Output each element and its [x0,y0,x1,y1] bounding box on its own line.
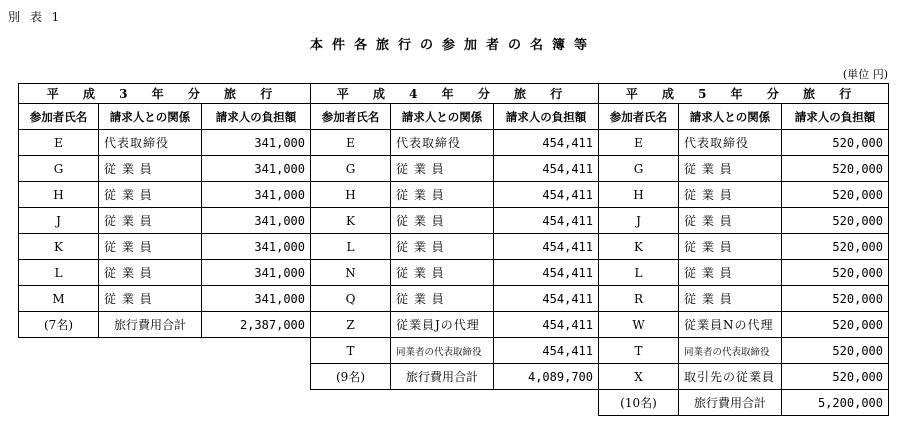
relation: 同業者の代表取締役 [679,338,782,364]
participant-name: K [19,234,99,260]
relation: 従 業 員 [391,260,494,286]
table-row [311,182,599,208]
table-row [19,130,311,156]
relation: 従業員Jの代理 [391,312,494,338]
burden-amount: 454,411 [494,182,599,208]
burden-amount: 520,000 [782,130,889,156]
participant-name: W [599,312,679,338]
burden-amount: 341,000 [202,286,311,312]
total-row [599,390,889,416]
table-row [19,208,311,234]
burden-amount: 341,000 [202,182,311,208]
relation: 取引先の従業員 [679,364,782,390]
col-header-burden: 請求人の負担額 [782,104,889,130]
burden-amount: 454,411 [494,260,599,286]
relation: 従 業 員 [99,260,202,286]
burden-amount: 454,411 [494,312,599,338]
total-row [311,364,599,390]
burden-amount: 520,000 [782,156,889,182]
relation: 従 業 員 [99,234,202,260]
table-row [19,182,311,208]
table-row [599,182,889,208]
table-row [599,312,889,338]
participant-name: Q [311,286,391,312]
participant-name: G [311,156,391,182]
annex-label: 別 表 1 [8,10,63,24]
participant-count: (9名) [311,364,391,390]
table-row [311,260,599,286]
total-label: 旅行費用合計 [679,390,782,416]
burden-amount: 520,000 [782,208,889,234]
participant-name: K [599,234,679,260]
trip-table-h5 [598,83,889,416]
total-row [19,312,311,338]
relation: 従 業 員 [679,156,782,182]
table-row [19,234,311,260]
table-row [311,338,599,364]
participant-name: R [599,286,679,312]
relation: 従 業 員 [99,156,202,182]
burden-amount: 454,411 [494,286,599,312]
table-row [599,130,889,156]
total-amount: 5,200,000 [782,390,889,416]
table-row [19,260,311,286]
year-header-row [311,84,599,104]
relation: 同業者の代表取締役 [391,338,494,364]
burden-amount: 520,000 [782,312,889,338]
relation: 代表取締役 [99,130,202,156]
table-row [311,156,599,182]
participant-name: Z [311,312,391,338]
year-header-row [19,84,311,104]
burden-amount: 454,411 [494,130,599,156]
unit-label: (単位 円) [842,68,888,81]
relation: 従 業 員 [679,182,782,208]
burden-amount: 520,000 [782,338,889,364]
table-row [599,208,889,234]
burden-amount: 341,000 [202,260,311,286]
table-row [599,286,889,312]
burden-amount: 520,000 [782,260,889,286]
table-row [599,260,889,286]
participant-name: H [19,182,99,208]
burden-amount: 341,000 [202,208,311,234]
relation: 従 業 員 [679,208,782,234]
participant-name: M [19,286,99,312]
col-header-relation: 請求人との関係 [391,104,494,130]
relation: 従 業 員 [391,156,494,182]
relation: 従 業 員 [99,208,202,234]
table-row [311,234,599,260]
trip-table-h3 [18,83,311,338]
trip-table-h4 [310,83,599,390]
burden-amount: 520,000 [782,364,889,390]
burden-amount: 520,000 [782,234,889,260]
participant-name: E [311,130,391,156]
year-header: 平 成 5 年 分 旅 行 [599,84,889,104]
burden-amount: 454,411 [494,156,599,182]
burden-amount: 520,000 [782,182,889,208]
table-row [599,156,889,182]
relation: 従 業 員 [99,286,202,312]
participant-name: N [311,260,391,286]
burden-amount: 341,000 [202,234,311,260]
relation: 代表取締役 [679,130,782,156]
col-header-name: 参加者氏名 [19,104,99,130]
burden-amount: 454,411 [494,338,599,364]
burden-amount: 341,000 [202,130,311,156]
year-header-row [599,84,889,104]
participant-name: L [599,260,679,286]
table-row [599,234,889,260]
table-row [311,312,599,338]
participant-name: E [19,130,99,156]
participant-count: (7名) [19,312,99,338]
table-row [311,208,599,234]
participant-name: T [311,338,391,364]
relation: 従 業 員 [391,182,494,208]
col-header-name: 参加者氏名 [599,104,679,130]
table-row [19,286,311,312]
table-row [599,338,889,364]
participant-name: T [599,338,679,364]
participant-name: X [599,364,679,390]
relation: 代表取締役 [391,130,494,156]
year-header: 平 成 3 年 分 旅 行 [19,84,311,104]
year-header: 平 成 4 年 分 旅 行 [311,84,599,104]
total-amount: 2,387,000 [202,312,311,338]
participant-name: L [19,260,99,286]
relation: 従 業 員 [679,260,782,286]
col-header-burden: 請求人の負担額 [202,104,311,130]
col-header-name: 参加者氏名 [311,104,391,130]
total-label: 旅行費用合計 [99,312,202,338]
table-row [311,286,599,312]
document-title: 本件各旅行の参加者の名簿等 [309,38,596,53]
participant-name: E [599,130,679,156]
relation: 従 業 員 [679,286,782,312]
column-header-row [599,104,889,130]
participant-count: (10名) [599,390,679,416]
relation: 従 業 員 [391,234,494,260]
participant-name: J [599,208,679,234]
participant-name: G [19,156,99,182]
relation: 従 業 員 [679,234,782,260]
relation: 従 業 員 [391,208,494,234]
column-header-row [311,104,599,130]
table-row [599,364,889,390]
participant-name: J [19,208,99,234]
burden-amount: 454,411 [494,208,599,234]
total-label: 旅行費用合計 [391,364,494,390]
burden-amount: 520,000 [782,286,889,312]
relation: 従 業 員 [99,182,202,208]
column-header-row [19,104,311,130]
burden-amount: 454,411 [494,234,599,260]
table-row [19,156,311,182]
relation: 従業員Nの代理 [679,312,782,338]
relation: 従 業 員 [391,286,494,312]
burden-amount: 341,000 [202,156,311,182]
col-header-burden: 請求人の負担額 [494,104,599,130]
participant-name: H [311,182,391,208]
participant-name: K [311,208,391,234]
col-header-relation: 請求人との関係 [679,104,782,130]
participant-name: H [599,182,679,208]
participant-name: L [311,234,391,260]
table-row [311,130,599,156]
total-amount: 4,089,700 [494,364,599,390]
participant-name: G [599,156,679,182]
col-header-relation: 請求人との関係 [99,104,202,130]
